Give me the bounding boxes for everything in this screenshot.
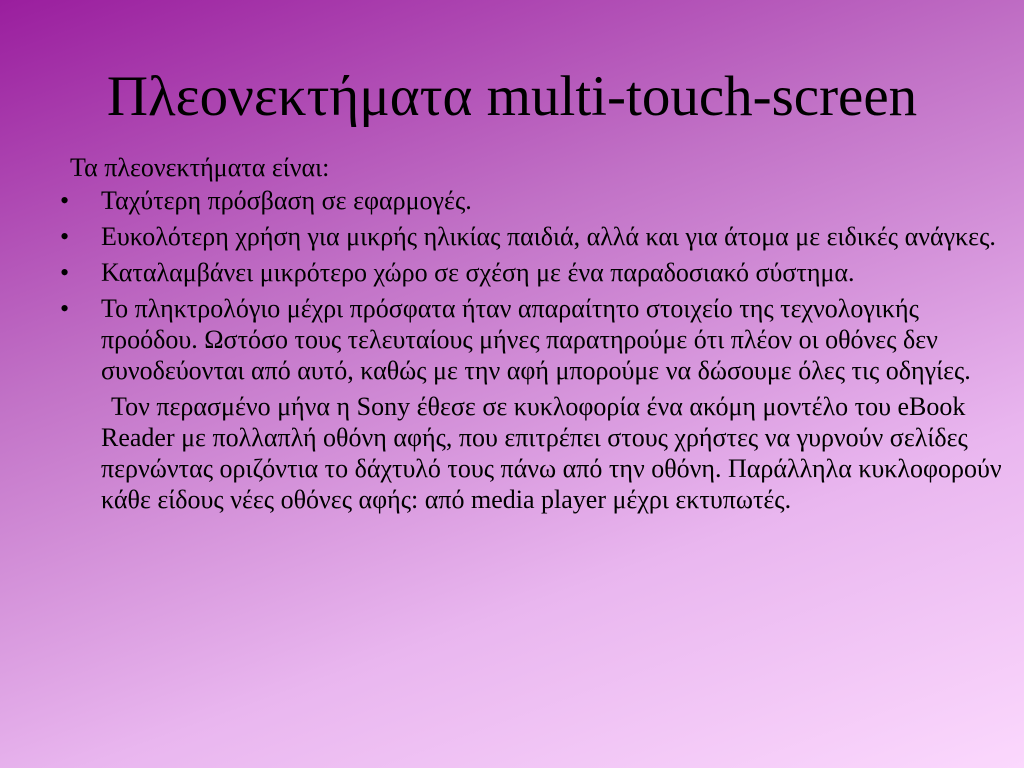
bullet-list bbox=[52, 185, 1007, 386]
list-item bbox=[52, 293, 1007, 386]
bullet-text: Το πληκτρολόγιο μέχρι πρόσφατα ήταν απαραίτητο στοιχείο της τεχνολογικής προόδου. Ωστόσο τους τελευταίους μήνες παρατηρούμε ότι πλέον οι οθόνες δεν συνοδεύονται από αυτό, καθώς με την αφή μπορούμε να δώσουμε όλες τις οδηγίες. bbox=[101, 294, 971, 385]
bullet-icon: • bbox=[60, 294, 70, 323]
intro-text: Τα πλεονεκτήματα είναι: bbox=[70, 153, 330, 182]
slide-title: Πλεονεκτήματα multi-touch-screen bbox=[106, 65, 918, 128]
bullet-icon: • bbox=[60, 258, 70, 287]
closing-paragraph: Τον περασμένο μήνα η Sony έθεσε σε κυκλοφορία ένα ακόμη μοντέλο του eBook Reader με πολλαπλή οθόνη αφής, που επιτρέπει στους χρήστες να γυρνούν σελίδες περνώντας οριζόντια το δάχτυλό τους πάνω από την οθόνη. Παράλληλα κυκλοφορούν κάθε είδους νέες οθόνες αφής: από media player μέχρι εκτυπωτές. bbox=[101, 392, 1002, 514]
bullet-icon: • bbox=[60, 186, 70, 215]
bullet-text: Καταλαμβάνει μικρότερο χώρο σε σχέση με ένα παραδοσιακό σύστημα. bbox=[101, 258, 855, 287]
list-item bbox=[52, 185, 1007, 216]
bullet-icon: • bbox=[60, 222, 70, 251]
bullet-text: Ταχύτερη πρόσβαση σε εφαρμογές. bbox=[101, 186, 472, 215]
bullet-text: Ευκολότερη χρήση για μικρής ηλικίας παιδιά, αλλά και για άτομα με ειδικές ανάγκες. bbox=[101, 222, 996, 251]
list-item bbox=[52, 221, 1007, 252]
list-item bbox=[52, 257, 1007, 288]
slide-body bbox=[52, 152, 1007, 515]
